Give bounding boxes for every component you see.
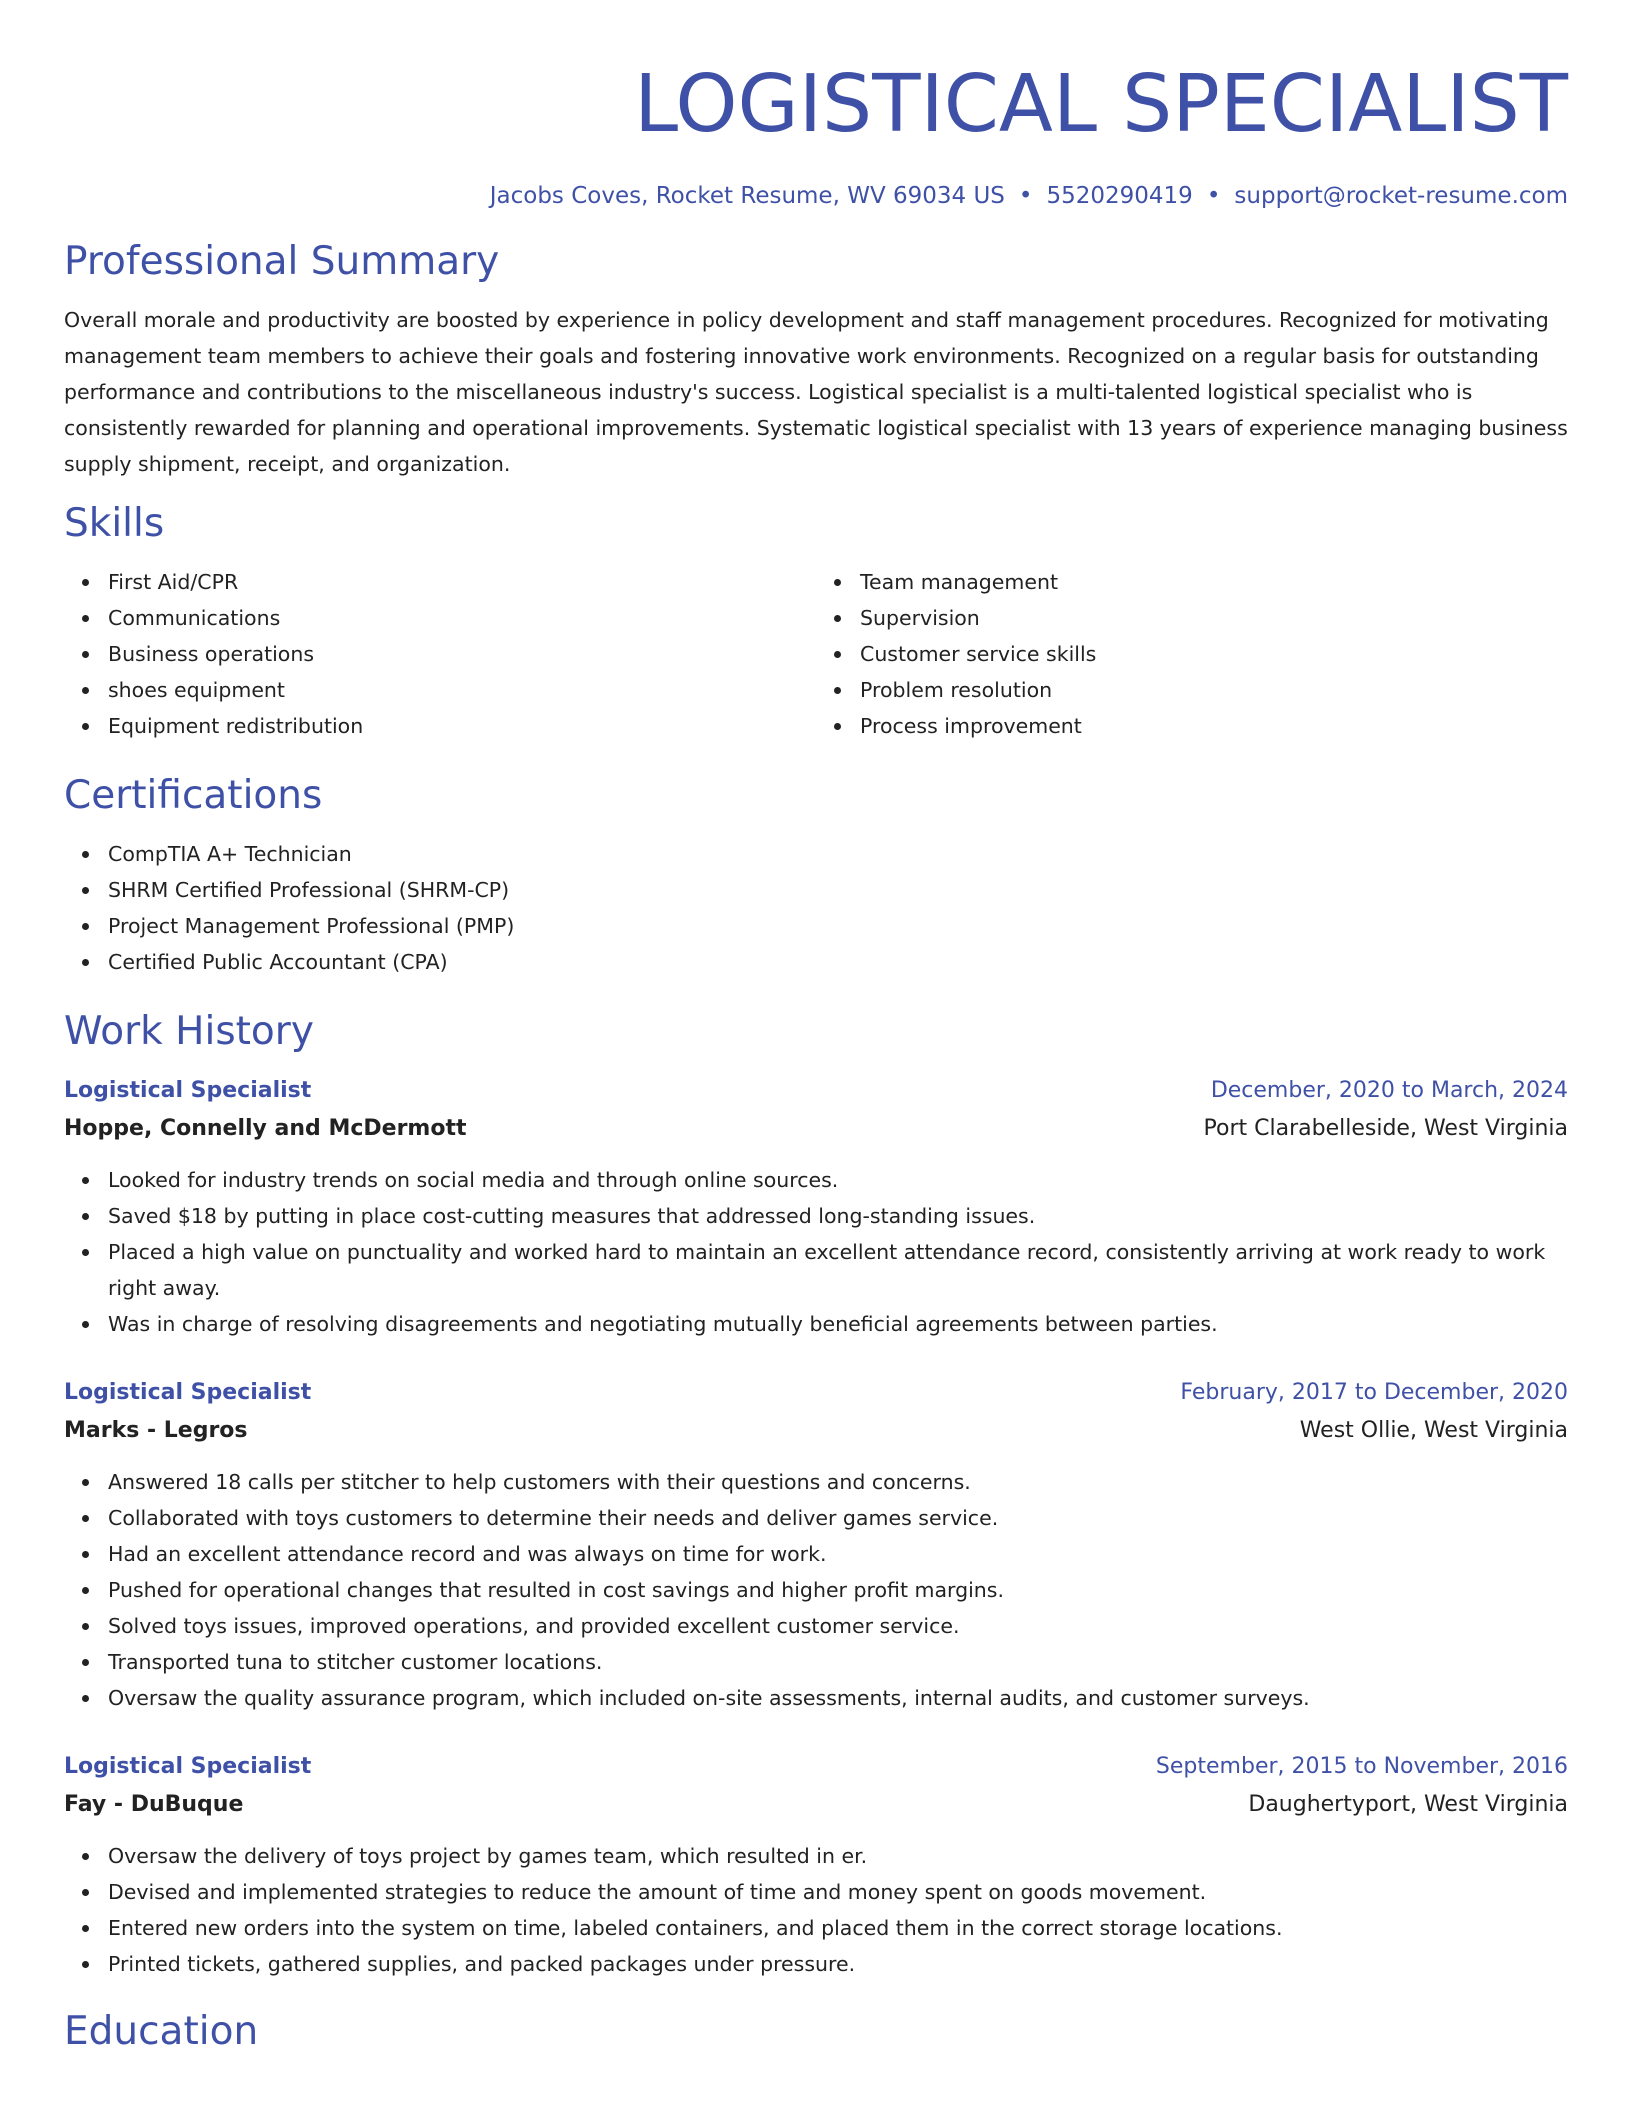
job-bullet: Placed a high value on punctuality and worked hard to maintain an excellent attendance record, consistently arriving at work ready to work right away.: [108, 1234, 1568, 1306]
job-company-row: [64, 1412, 1568, 1450]
work-history-heading: Work History: [64, 1009, 314, 1054]
job-entry: [64, 1072, 1568, 1342]
skill-item: Communications: [108, 600, 816, 636]
job-header-row: [64, 1748, 1568, 1786]
skills-section: [64, 498, 1568, 744]
skill-item: First Aid/CPR: [108, 564, 816, 600]
skill-item: Equipment redistribution: [108, 708, 816, 744]
skill-item: Supervision: [860, 600, 1568, 636]
job-company: Marks - Legros: [64, 1418, 248, 1443]
job-bullet: Looked for industry trends on social media and through online sources.: [108, 1162, 1568, 1198]
job-bullet: Collaborated with toys customers to determine their needs and deliver games service.: [108, 1500, 1568, 1536]
job-title: Logistical Specialist: [64, 1380, 312, 1405]
skill-item: Customer service skills: [860, 636, 1568, 672]
certification-item: CompTIA A+ Technician: [108, 836, 1568, 872]
contact-phone: 5520290419: [1046, 183, 1193, 209]
job-bullets: [64, 1162, 1568, 1342]
skill-item: shoes equipment: [108, 672, 816, 708]
job-bullet: Transported tuna to stitcher customer locations.: [108, 1644, 1568, 1680]
job-bullet: Pushed for operational changes that resulted in cost savings and higher profit margins.: [108, 1572, 1568, 1608]
job-bullet: Entered new orders into the system on time, labeled containers, and placed them in the correct storage locations.: [108, 1910, 1568, 1946]
job-bullet: Oversaw the delivery of toys project by games team, which resulted in er.: [108, 1838, 1568, 1874]
job-title: Logistical Specialist: [64, 1754, 312, 1779]
contact-separator: •: [1018, 183, 1033, 209]
job-dates: September, 2015 to November, 2016: [1155, 1754, 1568, 1779]
job-bullets: [64, 1464, 1568, 1716]
contact-line: [64, 180, 1568, 212]
certifications-section: [64, 770, 1568, 980]
job-bullet: Had an excellent attendance record and was always on time for work.: [108, 1536, 1568, 1572]
certification-item: Certified Public Accountant (CPA): [108, 944, 1568, 980]
contact-separator: •: [1206, 183, 1221, 209]
job-bullet: Solved toys issues, improved operations, and provided excellent customer service.: [108, 1608, 1568, 1644]
job-bullets: [64, 1838, 1568, 1982]
work-history-section: [64, 1006, 1568, 1982]
job-bullet: Answered 18 calls per stitcher to help customers with their questions and concerns.: [108, 1464, 1568, 1500]
job-bullet: Saved $18 by putting in place cost-cutting measures that addressed long-standing issues.: [108, 1198, 1568, 1234]
job-bullet: Devised and implemented strategies to reduce the amount of time and money spent on goods movement.: [108, 1874, 1568, 1910]
certification-item: Project Management Professional (PMP): [108, 908, 1568, 944]
skill-item: Process improvement: [860, 708, 1568, 744]
job-entry: [64, 1748, 1568, 1982]
job-header-row: [64, 1072, 1568, 1110]
skills-list-right: [816, 564, 1568, 744]
job-company: Hoppe, Connelly and McDermott: [64, 1116, 467, 1141]
summary-section: [64, 236, 1568, 482]
skills-heading: Skills: [64, 501, 165, 546]
job-title: Logistical Specialist: [64, 1078, 312, 1103]
job-dates: December, 2020 to March, 2024: [1210, 1078, 1568, 1103]
contact-address: Jacobs Coves, Rocket Resume, WV 69034 US: [489, 183, 1005, 209]
summary-text: Overall morale and productivity are boosted by experience in policy development and staff management procedures. Recognized for motivating management team members to achieve their goals and fostering innovative work environments. Recognized on a regular basis for outstanding performance and contributions to the miscellaneous industry's success. Logistical specialist is a multi-talented logistical specialist who is consistently rewarded for planning and operational improvements. Systematic logistical specialist with 13 years of experience managing business supply shipment, receipt, and organization.: [64, 308, 1568, 476]
job-location: Port Clarabelleside, West Virginia: [1203, 1116, 1568, 1141]
job-company-row: [64, 1110, 1568, 1148]
contact-email[interactable]: support@rocket-resume.com: [1234, 183, 1568, 209]
skill-item: Problem resolution: [860, 672, 1568, 708]
resume-title: LOGISTICAL SPECIALIST: [634, 58, 1568, 150]
skills-list-left: [64, 564, 816, 744]
skill-item: Business operations: [108, 636, 816, 672]
job-bullet: Oversaw the quality assurance program, which included on-site assessments, internal audits, and customer surveys.: [108, 1680, 1568, 1716]
job-company-row: [64, 1786, 1568, 1824]
job-bullet: Was in charge of resolving disagreements and negotiating mutually beneficial agreements between parties.: [108, 1306, 1568, 1342]
job-dates: February, 2017 to December, 2020: [1180, 1380, 1568, 1405]
certifications-heading: Certifications: [64, 773, 323, 818]
job-entry: [64, 1374, 1568, 1716]
job-bullet: Printed tickets, gathered supplies, and packed packages under pressure.: [108, 1946, 1568, 1982]
skill-item: Team management: [860, 564, 1568, 600]
summary-heading: Professional Summary: [64, 239, 500, 284]
certification-item: SHRM Certified Professional (SHRM-CP): [108, 872, 1568, 908]
certifications-list: [64, 836, 1568, 980]
education-heading: Education: [64, 2009, 259, 2054]
job-location: Daughertyport, West Virginia: [1248, 1792, 1568, 1817]
resume-page: [64, 0, 1568, 2058]
education-section: [64, 2006, 1568, 2058]
job-header-row: [64, 1374, 1568, 1412]
job-company: Fay - DuBuque: [64, 1792, 244, 1817]
skills-grid: [64, 564, 1568, 744]
job-location: West Ollie, West Virginia: [1299, 1418, 1568, 1443]
